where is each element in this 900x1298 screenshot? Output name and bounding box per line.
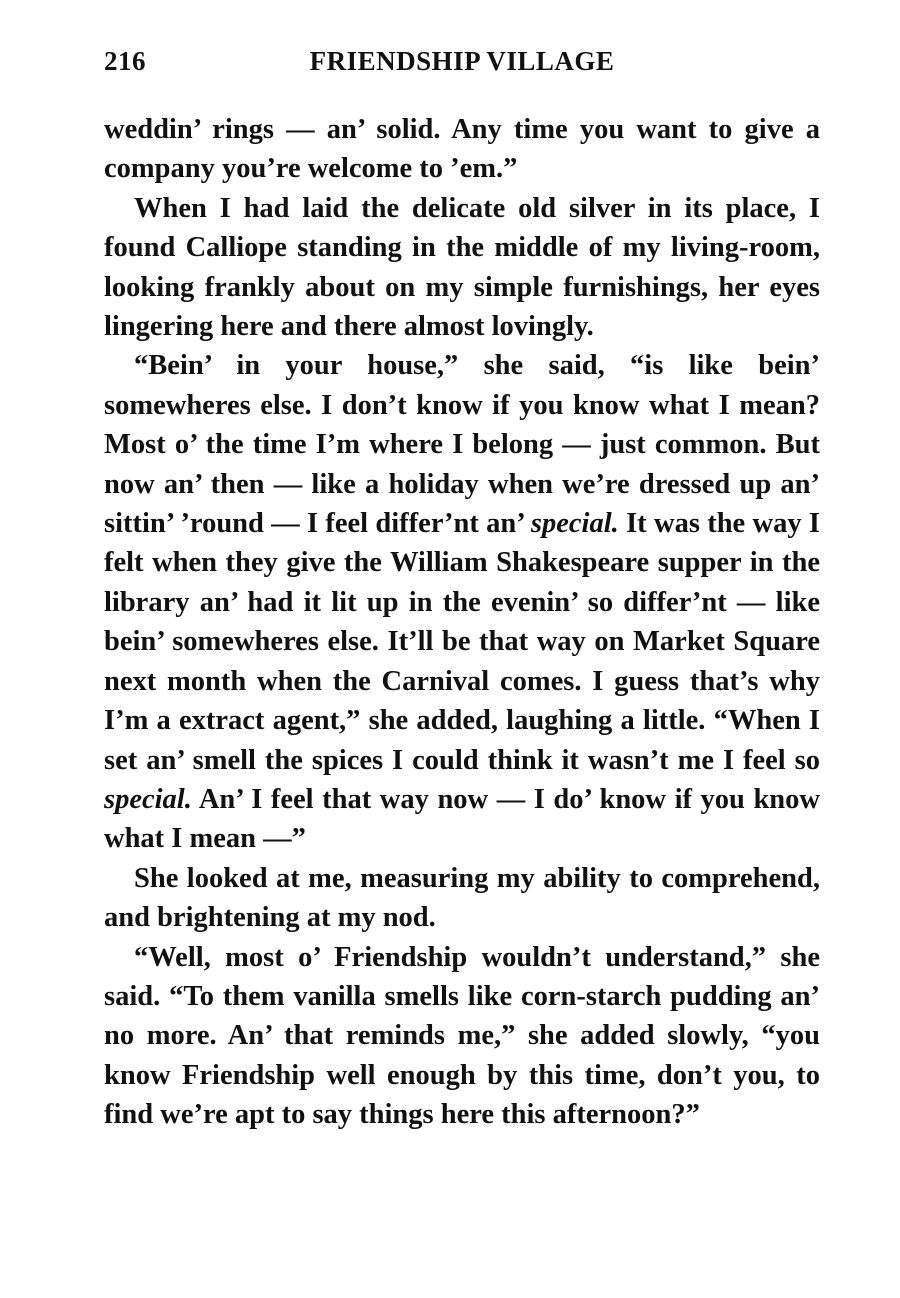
body-text [104,110,820,1135]
text-run: “Bein’ in your house,” she said, “is like bein’ somewheres else. I don’t know if you know what I mean? Most o’ the time I’m where I belong — just common. But now an’ then — like a holiday when we’re dressed up an’ sittin’ ’round — I feel differ’nt an’ [104,350,820,540]
paragraph [104,110,820,189]
text-run: “Well, most o’ Friendship wouldn’t understand,” she said. “To them vanilla smells like corn-starch pudding an’ no more. An’ that reminds me,” she added slowly, “you know Friendship well enough by this time, don’t you, to find we’re apt to say things here this afternoon?” [104,941,820,1131]
text-run: It was the way I felt when they give the William Shakespeare supper in the library an’ had it lit up in the evenin’ so differ’nt — like bein’ somewheres else. It’ll be that way on Market Square next month when the Carnival comes. I guess that’s why I’m a extract agent,” she added, laughing a little. “When I set an’ smell the spices I could think it wasn’t me I feel so [104,508,821,776]
text-run: An’ I feel that way now — I do’ know if you know what I mean —” [104,783,820,855]
text-run: weddin’ rings — an’ solid. Any time you want to give a company you’re welcome to ’em.” [104,114,820,185]
page-number: 216 [104,46,146,76]
text-run: She looked at me, measuring my ability to comprehend, and brightening at my nod. [104,862,820,934]
running-title: FRIENDSHIP VILLAGE [309,46,615,76]
text-run: When I had laid the delicate old silver in its place, I found Calliope standing in the middle of my living-room, looking frankly about on my simple furnishings, her eyes lingering here and there almost lovingly. [104,192,820,343]
paragraph [104,859,820,938]
italic-text: special. [104,783,192,815]
running-head [104,46,820,86]
paragraph [104,346,820,858]
italic-text: special. [530,508,619,540]
paragraph [104,938,820,1135]
paragraph [104,189,820,347]
